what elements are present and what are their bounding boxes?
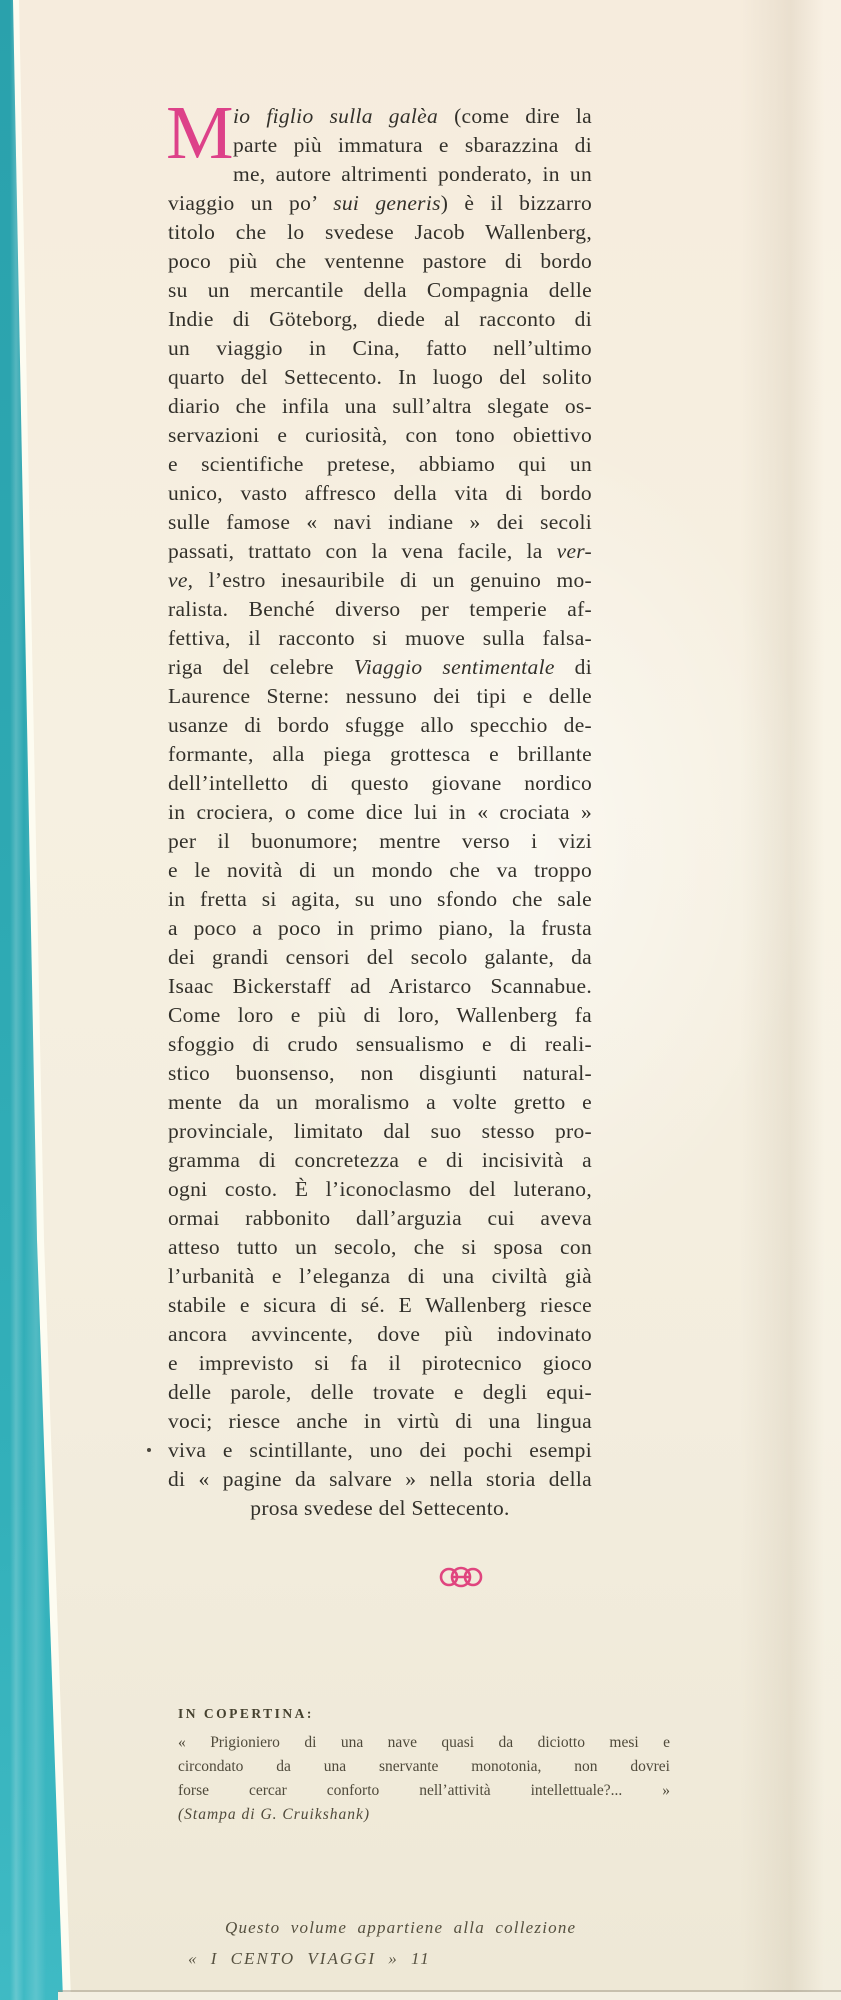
body-line: stabile e sicura di sé. E Wallenberg riesce <box>168 1293 592 1317</box>
cover-note-line: « Prigioniero di una nave quasi da diciotto mesi e <box>178 1734 670 1751</box>
body-line: e imprevisto si fa il pirotecnico gioco <box>168 1351 592 1375</box>
body-line: sulle famose « navi indiane » dei secoli <box>168 510 592 534</box>
body-line: e le novità di un mondo che va troppo <box>168 858 592 882</box>
body-line: gramma di concretezza e di incisività a <box>168 1148 592 1172</box>
body-line: Indie di Göteborg, diede al racconto di <box>168 307 592 331</box>
italic-text: Viaggio sentimentale <box>353 655 555 679</box>
italic-text: ve, <box>168 568 194 592</box>
printer-ornament-icon <box>438 1563 484 1591</box>
body-line: un viaggio in Cina, fatto nell’ultimo <box>168 336 592 360</box>
body-line: Isaac Bickerstaff ad Aristarco Scannabue. <box>168 974 592 998</box>
cover-note-heading: IN COPERTINA: <box>178 1706 314 1721</box>
cover-note-credit: (Stampa di G. Cruikshank) <box>178 1806 371 1823</box>
collection-series: « I CENTO VIAGGI » 11 <box>188 1949 431 1968</box>
body-line <box>168 566 592 595</box>
body-line: ormai rabbonito dall’arguzia cui aveva <box>168 1206 592 1230</box>
body-line: per il buonumore; mentre verso i vizi <box>168 829 592 853</box>
body-line: fettiva, il racconto si muove sulla falsa- <box>168 626 592 650</box>
body-line: prosa svedese del Settecento. <box>250 1496 510 1520</box>
page-bottom-margin <box>58 1992 841 2000</box>
text: viaggio un po’ <box>168 191 334 215</box>
body-line: stico buonsenso, non disgiunti natural- <box>168 1061 592 1085</box>
body-line <box>168 537 592 566</box>
italic-text: sui generis <box>333 191 441 215</box>
drop-cap: M <box>166 91 234 175</box>
body-line: poco più che ventenne pastore di bordo <box>168 249 592 273</box>
text: (come dire la <box>454 104 593 128</box>
body-line: dell’intelletto di questo giovane nordico <box>168 771 592 795</box>
body-line: e scientifiche pretese, abbiamo qui un <box>168 452 592 476</box>
body-line: parte più immatura e sbarazzina di <box>233 133 592 157</box>
body-line: mente da un moralismo a volte gretto e <box>168 1090 592 1114</box>
body-line: in fretta si agita, su uno sfondo che sale <box>168 887 592 911</box>
body-line: quarto del Settecento. In luogo del solito <box>168 365 592 389</box>
body-line: viva e scintillante, uno dei pochi esempi <box>168 1438 592 1462</box>
body-line: diario che infila una sull’altra slegate os- <box>168 394 592 418</box>
body-line: ralista. Benché diverso per temperie af- <box>168 597 592 621</box>
body-line: Come loro e più di loro, Wallenberg fa <box>168 1003 592 1027</box>
text: riga del celebre <box>168 655 354 679</box>
body-line: su un mercantile della Compagnia delle <box>168 278 592 302</box>
body-line: provinciale, limitato dal suo stesso pro- <box>168 1119 592 1143</box>
body-line: formante, alla piega grottesca e brillante <box>168 742 592 766</box>
book-cover-spine <box>0 0 80 2000</box>
body-line <box>168 189 592 218</box>
body-line: titolo che lo svedese Jacob Wallenberg, <box>168 220 592 244</box>
body-paragraph <box>166 91 593 1523</box>
cover-note-line: forse cercar conforto nell’attività intellettuale?... » <box>178 1782 670 1799</box>
body-line <box>168 653 592 682</box>
flap-text-block <box>166 91 593 1523</box>
print-artifact-dot <box>147 1448 151 1452</box>
body-line: ogni costo. È l’iconoclasmo del luterano, <box>168 1177 592 1201</box>
text: ) è il bizzarro <box>440 191 592 215</box>
cover-note <box>178 1702 670 1827</box>
body-line: usanze di bordo sfugge allo specchio de- <box>168 713 592 737</box>
text: passati, trattato con la vena facile, la <box>168 539 557 563</box>
body-line: atteso tutto un secolo, che si sposa con <box>168 1235 592 1259</box>
body-line: me, autore altrimenti ponderato, in un <box>233 162 592 186</box>
body-line: l’urbanità e l’eleganza di una civiltà già <box>168 1264 592 1288</box>
collection-line: Questo volume appartiene alla collezione <box>225 1918 577 1937</box>
text: l’estro inesauribile di un genuino mo- <box>193 568 592 592</box>
body-line: voci; riesce anche in virtù di una lingua <box>168 1409 592 1433</box>
body-line: di « pagine da salvare » nella storia della <box>168 1467 592 1491</box>
body-line: delle parole, delle trovate e degli equi- <box>168 1380 592 1404</box>
body-line: sfoggio di crudo sensualismo e di reali- <box>168 1032 592 1056</box>
body-line: dei grandi censori del secolo galante, da <box>168 945 592 969</box>
body-line: unico, vasto affresco della vita di bordo <box>168 481 592 505</box>
cover-note-line: circondato da una snervante monotonia, non dovrei <box>178 1758 670 1775</box>
body-line: in crociera, o come dice lui in « crociata » <box>168 800 592 824</box>
collection-note <box>188 1912 648 1974</box>
italic-text: io figlio sulla galèa <box>233 104 455 128</box>
body-line: ancora avvincente, dove più indovinato <box>168 1322 592 1346</box>
cover-note-lines <box>178 1731 670 1803</box>
text: di <box>554 655 592 679</box>
body-line: a poco a poco in primo piano, la frusta <box>168 916 592 940</box>
body-line: servazioni e curiosità, con tono obiettivo <box>168 423 592 447</box>
body-line: Laurence Sterne: nessuno dei tipi e delle <box>168 684 592 708</box>
italic-text: ver- <box>556 539 592 563</box>
